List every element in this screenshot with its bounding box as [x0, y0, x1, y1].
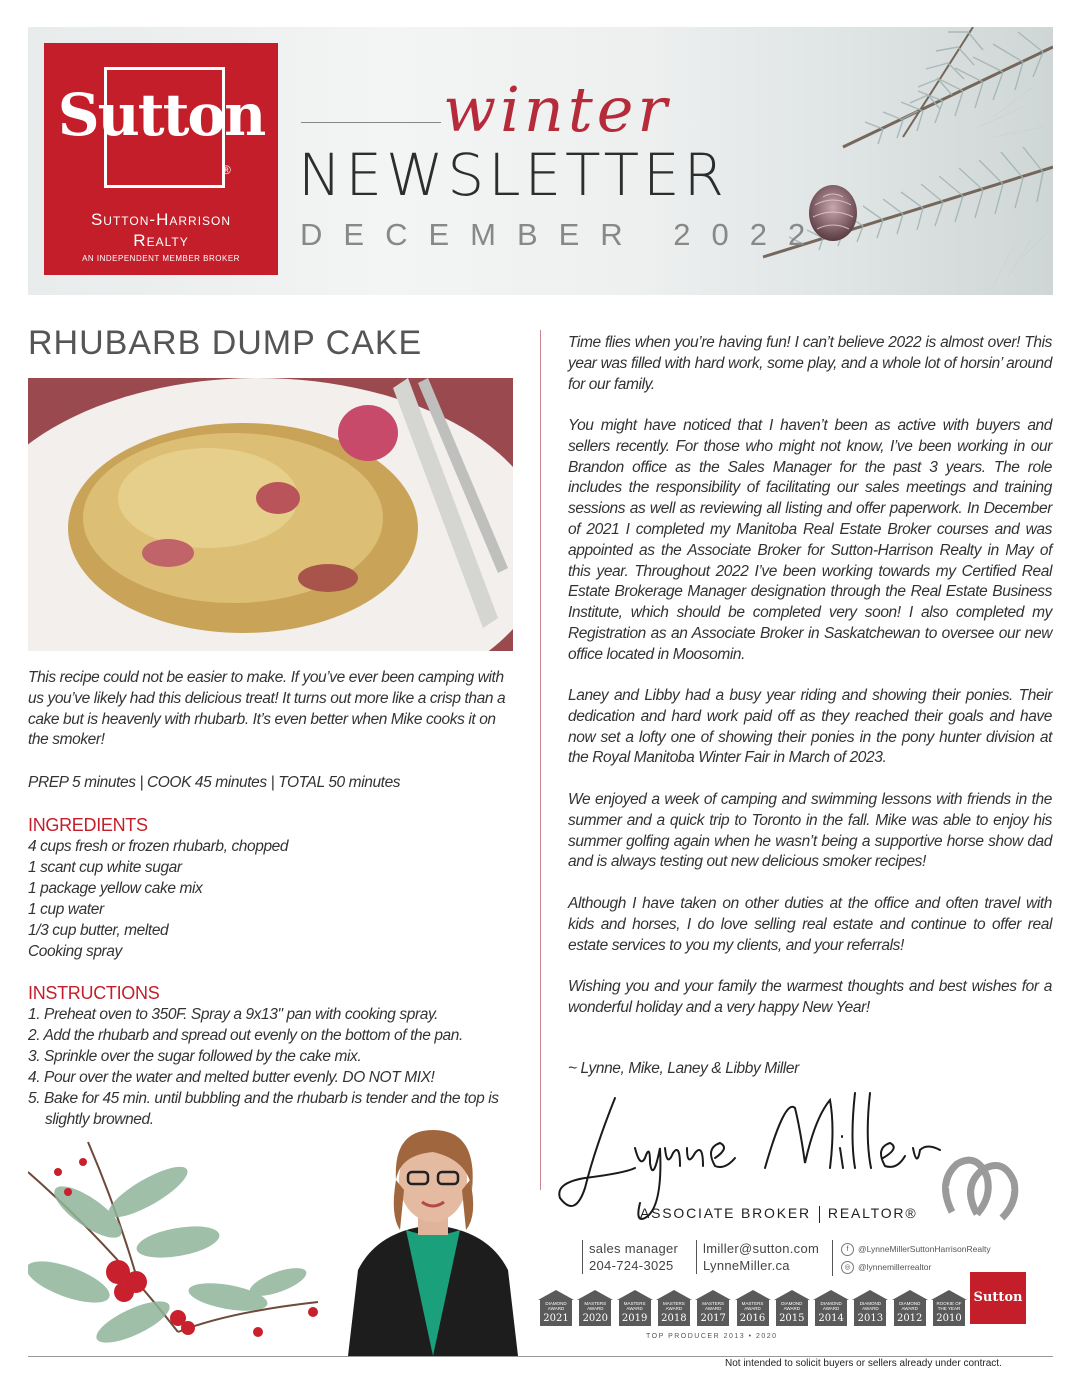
award-badge: [813, 1290, 849, 1326]
award-roof: [735, 1290, 771, 1300]
award-label: MASTERS AWARD: [663, 1301, 685, 1311]
agent-title: sales manager: [589, 1241, 679, 1256]
instagram-link[interactable]: [841, 1258, 991, 1276]
contact-email-web: [696, 1240, 819, 1274]
award-year: 2016: [739, 1313, 766, 1324]
award-roof: [813, 1290, 849, 1300]
recipe-times: PREP 5 minutes | COOK 45 minutes | TOTAL 50 minutes: [28, 774, 401, 791]
script-title: winter: [443, 73, 672, 146]
award-label: MASTERS AWARD: [741, 1301, 764, 1311]
page-title: NEWSLETTER: [298, 141, 728, 209]
header-banner: [28, 27, 1053, 295]
footer-rule: [28, 1356, 1053, 1357]
award-body: [933, 1300, 965, 1326]
award-badge: [931, 1290, 967, 1326]
award-badge: [577, 1290, 613, 1326]
award-body: [658, 1300, 690, 1326]
award-year: 2017: [700, 1313, 726, 1324]
list-item: Cooking spray: [28, 942, 122, 960]
facebook-link[interactable]: [841, 1240, 991, 1258]
ingredients-list: [28, 837, 518, 962]
list-item: 1/3 cup butter, melted: [28, 921, 169, 939]
award-body: [737, 1300, 769, 1326]
award-year: 2019: [621, 1313, 648, 1324]
agent-website[interactable]: LynneMiller.ca: [703, 1258, 790, 1273]
award-year: 2018: [661, 1313, 687, 1324]
logo-registered-mark: ®: [222, 163, 231, 177]
award-year: 2010: [936, 1313, 962, 1324]
ingredients-heading: INGREDIENTS: [28, 815, 148, 835]
award-label: ROOKIE OF THE YEAR: [936, 1301, 962, 1311]
award-body: [540, 1300, 572, 1326]
sutton-small-logo: Sutton: [970, 1272, 1026, 1324]
award-year: 2012: [896, 1313, 923, 1324]
role-broker: ASSOCIATE BROKER: [640, 1205, 811, 1221]
rhubarb-cake-photo: [28, 378, 513, 651]
list-item: 5. Bake for 45 min. until bubbling and the rhubarb is tender and the top is slightly browned.: [28, 1089, 499, 1128]
title-rule: [301, 122, 441, 123]
award-badge: [617, 1290, 653, 1326]
agent-phone[interactable]: 204-724-3025: [589, 1258, 674, 1273]
letter-paragraph: Although I have taken on other duties at the office and often travel with kids and horses, I do love selling real estate and continue to offer real estate services to you my clients, and your referrals!: [568, 895, 1052, 954]
column-divider: [540, 330, 541, 1190]
list-item: 1. Preheat oven to 350F. Spray a 9x13" pan with cooking spray.: [28, 1006, 439, 1023]
letter-paragraph: We enjoyed a week of camping and swimming lessons with friends in the summer and a quick trip to Toronto in the fall. Mike was able to enjoy his summer golfing again when he wasn’t being a supportive horse show dad and is always testing out new delicious smoker recipes!: [568, 791, 1052, 871]
contact-title-phone: [582, 1240, 678, 1274]
award-body: [894, 1300, 926, 1326]
agent-photo: [338, 1120, 528, 1356]
award-roof: [892, 1290, 928, 1300]
award-roof: [577, 1290, 613, 1300]
disclaimer: Not intended to solicit buyers or sellers already under contract.: [725, 1358, 1002, 1369]
award-badge: [695, 1290, 731, 1326]
facebook-icon: f: [841, 1243, 854, 1256]
role-separator: [819, 1206, 820, 1223]
award-badge: [852, 1290, 888, 1326]
list-item: 1 cup water: [28, 900, 104, 918]
award-year: 2021: [543, 1313, 569, 1324]
award-roof: [931, 1290, 967, 1300]
recipe-title: RHUBARB DUMP CAKE: [28, 324, 423, 362]
award-year: 2020: [582, 1313, 609, 1324]
instructions-list: [28, 1005, 518, 1130]
letter-signoff: ~ Lynne, Mike, Laney & Libby Miller: [568, 1060, 799, 1077]
role-realtor: REALTOR®: [827, 1205, 918, 1221]
award-label: MASTERS AWARD: [702, 1301, 725, 1311]
award-badge: [892, 1290, 928, 1326]
award-year: 2014: [818, 1313, 844, 1324]
agent-role: [640, 1205, 917, 1223]
award-label: DIAMOND AWARD: [859, 1301, 882, 1311]
award-badge: [538, 1290, 574, 1326]
instructions-heading: INSTRUCTIONS: [28, 983, 160, 1003]
instagram-handle: @lynnemillerrealtor: [858, 1262, 932, 1272]
award-roof: [617, 1290, 653, 1300]
list-item: 4. Pour over the water and melted butter evenly. DO NOT MIX!: [28, 1068, 435, 1086]
award-roof: [656, 1290, 692, 1300]
award-label: DIAMOND AWARD: [899, 1301, 921, 1311]
logo-company-name: [44, 209, 278, 251]
award-badge: [656, 1290, 692, 1326]
award-roof: [852, 1290, 888, 1300]
award-year: 2015: [779, 1313, 805, 1324]
list-item: 4 cups fresh or frozen rhubarb, chopped: [28, 838, 289, 855]
logo-tagline: AN INDEPENDENT MEMBER BROKER: [82, 254, 240, 263]
letter-paragraph: Laney and Libby had a busy year riding and showing their ponies. Their dedication and hard work paid off as they reached their goals and have now set a lofty one of showing their ponies in the pony hunter division at the Royal Manitoba Winter Fair in March of 2023.: [568, 687, 1052, 767]
list-item: 2. Add the rhubarb and spread out evenly on the bottom of the pan.: [28, 1026, 463, 1044]
agent-email[interactable]: lmiller@sutton.com: [703, 1241, 820, 1256]
award-year: 2013: [857, 1313, 884, 1324]
letter-paragraph: Time flies when you’re having fun! I can’t believe 2022 is almost over! This year was filled with hard work, some play, and a whole lot of horsin’ around for our family.: [568, 334, 1052, 393]
sutton-logo: [44, 43, 278, 275]
award-label: DIAMOND AWARD: [820, 1301, 842, 1311]
logo-name-line2: Realty: [133, 231, 189, 250]
pine-branch-image: [723, 27, 1053, 295]
award-body: [619, 1300, 651, 1326]
facebook-handle: @LynneMillerSuttonHarrisonRealty: [858, 1244, 991, 1254]
award-body: [579, 1300, 611, 1326]
award-label: DIAMOND AWARD: [545, 1301, 567, 1311]
logo-wordmark: Sutton: [57, 81, 265, 149]
award-label: MASTERS AWARD: [584, 1301, 607, 1311]
letter-paragraph: You might have noticed that I haven’t been as active with buyers and sellers recently. For those who might not know, I’ve been working in our Brandon office as the Sales Manager for the past 3 years. The role includes the responsibility of facilitating our sales meetings and training sessions as well as reviewing all listing and offer paperwork. In December of 2021 I completed my Manitoba Real Estate Broker courses and was appointed as the Associate Broker for Sutton-Harrison Realty in May of this year. Throughout 2022 I’ve been working towards my Certified Real Estate Brokerage Manager designation through the Real Estate Business Institute, which should be completed very soon! I also completed my Registration as an Associate Broker in Saskatchewan to oversee our new office located in Moosomin.: [568, 417, 1052, 663]
list-item: 1 package yellow cake mix: [28, 879, 203, 897]
social-links: [832, 1240, 991, 1276]
award-badge: [774, 1290, 810, 1326]
award-badge: [735, 1290, 771, 1326]
list-item: 3. Sprinkle over the sugar followed by the cake mix.: [28, 1047, 362, 1065]
award-roof: [774, 1290, 810, 1300]
list-item: 1 scant cup white sugar: [28, 858, 182, 876]
award-body: [776, 1300, 808, 1326]
award-label: DIAMOND AWARD: [781, 1301, 803, 1311]
logo-name-line1: Sutton-Harrison: [90, 210, 232, 229]
award-body: [697, 1300, 729, 1326]
award-roof: [538, 1290, 574, 1300]
horseshoe-icon: [932, 1152, 1024, 1224]
issue-date: DECEMBER 2022: [300, 217, 827, 252]
award-label: MASTERS AWARD: [623, 1301, 646, 1311]
letter-paragraph: Wishing you and your family the warmest thoughts and best wishes for a wonderful holiday and a very happy New Year!: [568, 978, 1052, 1016]
recipe-intro: This recipe could not be easier to make. If you’ve ever been camping with us you’ve likely had this delicious treat! It turns out more like a crisp than a cake but is heavenly with rhubarb. It’s even better when Mike cooks it on the smoker!: [28, 669, 506, 749]
award-body: [854, 1300, 886, 1326]
holly-decoration: [28, 1132, 328, 1356]
award-roof: [695, 1290, 731, 1300]
instagram-icon: ◎: [841, 1261, 854, 1274]
top-producer-label: TOP PRODUCER 2013 • 2020: [646, 1333, 778, 1340]
award-body: [815, 1300, 847, 1326]
